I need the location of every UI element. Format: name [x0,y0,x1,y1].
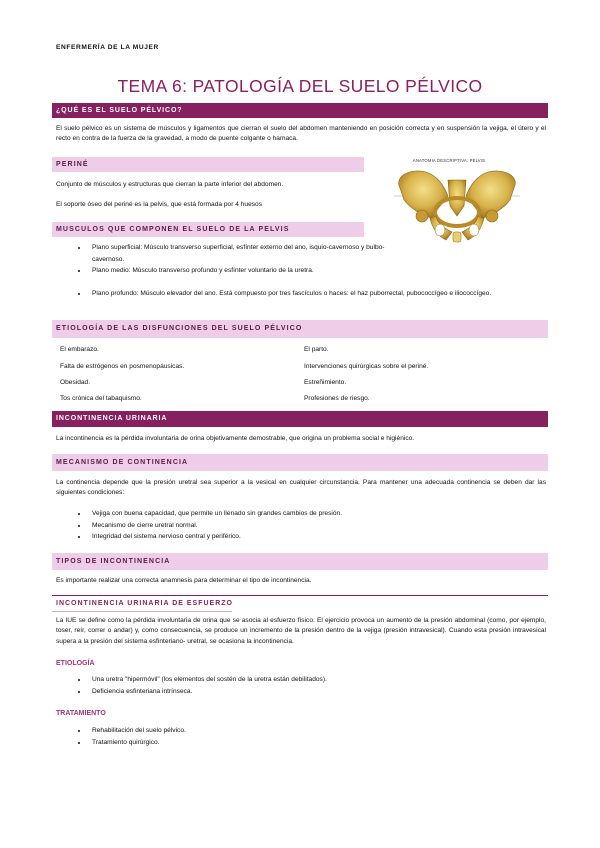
mecanismo-text: La continencia depende que la presión uretral sea superior a la vesical en cualquier circunstancia. Para mantener una adecuada continencia se deben dar las siguientes condiciones: [56,479,546,497]
esfuerzo-text: La IUE se define como la pérdida involuntaria de orina que se asocia al esfuerzo físico. El ejercicio provoca un aumento de la presión abdominal (como, por ejemplo, toser, reír, correr o andar) y, como consecuencia, se produce un incremento de la presión dentro de la vejiga (presión intravesical). Cuando esta presión intravesical supera a la presión del sistema esfinteriano- uretral, se ocasiona la incontinencia. [56,617,546,645]
perine-text-1: Conjunto de músculos y estructuras que cierran la parte inferior del abdomen. [56,181,284,188]
etiologia-right-item: Estreñimiento. [304,379,347,386]
musculos-list [52,242,408,277]
section-heading-musculos: MUSCULOS QUE COMPONEN EL SUELO DE LA PELVIS [52,222,364,237]
list-item: • Plano superficial: Músculo transverso superficial, esfínter externo del ano, isquio-cavernoso y bulbo-cavernoso. [88,242,408,265]
section-heading-mecanismo: MECANISMO DE CONTINENCIA [52,454,548,471]
list-item: • Tratamiento quirúrgico. [88,737,578,749]
list-item: • Rehabilitación del suelo pélvico. [88,725,578,737]
etiologia-right-item: Intervenciones quirúrgicas sobre el periné. [304,363,429,370]
section-heading-etiologia: ETIOLOGÍA DE LAS DISFUNCIONES DEL SUELO PÉLVICO [52,320,548,338]
section-heading-que-es: ¿QUÉ ES EL SUELO PÉLVICO? [52,103,548,118]
divider [52,595,548,596]
pelvis-image-caption: ANATOMIA DESCRIPTIVA: PELVIS [412,158,486,163]
section-heading-esfuerzo: INCONTINENCIA URINARIA DE ESFUERZO [56,600,233,607]
document-header: ENFERMERÍA DE LA MUJER [56,44,159,51]
section-heading-incontinencia: INCONTINENCIA URINARIA [52,411,548,427]
list-item: • Mecanismo de cierre uretral normal. [88,520,578,532]
section-heading-perine: PERINÉ [52,157,364,172]
incontinencia-text: La incontinencia es la pérdida involuntaria de orina objetivamente demostrable, que origina un problema social e higiénico. [56,435,415,442]
list-item: • Plano profundo: Músculo elevador del ano. Está compuesto por tres fascículos o haces: el haz puborrectal, pubococcígeo e iliococcígeo. [88,288,598,300]
perine-text-2: El soporte óseo del periné es la pelvis, que está formada por 4 huesos [56,201,262,208]
etiologia-right-item: El parto. [304,346,329,353]
tratamiento-list [52,725,578,748]
etiologia-left-item: Tos crónica del tabaquismo. [60,395,142,402]
tratamiento-subheading: TRATAMIENTO [56,710,106,717]
que-es-text: El suelo pélvico es un sistema de músculos y ligamentos que cierran el suelo del abdomen manteniendo en posición correcta y en suspensión la vejiga, el útero y el recto en contra de la fuerza de la gravedad, a modo de puente colgante o hamaca. [56,125,546,143]
etiologia-right-item: Profesiones de riesgo. [304,395,370,402]
section-heading-tipos: TIPOS DE INCONTINENCIA [52,553,548,570]
divider [52,611,232,612]
etiologia-subheading: ETIOLOGÍA [56,660,95,667]
list-item: • Deficiencia esfinteriana intrínseca. [88,686,578,698]
list-item: • Vejiga con buena capacidad, que permite un llenado sin grandes cambios de presión. [88,508,578,520]
page-title: TEMA 6: PATOLOGÍA DEL SUELO PÉLVICO [117,76,483,96]
pelvis-illustration [392,166,522,248]
mecanismo-list [52,508,578,543]
tipos-text: Es importante realizar una correcta anamnesis para determinar el tipo de incontinencia. [56,577,312,584]
etiologia-left-item: Obesidad. [60,379,91,386]
list-item: • Integridad del sistema nervioso central y periférico. [88,531,578,543]
etiologia-left-item: El embarazo. [60,346,99,353]
etiologia-left-item: Falta de estrógenos en posmenopáusicas. [60,363,185,370]
musculos-list-wide [52,288,598,300]
list-item: • Una uretra "hipermóvil" (los elementos del sostén de la uretra están debilitados). [88,674,578,686]
list-item: • Plano medio: Músculo transverso profundo y esfínter voluntario de la uretra. [88,265,408,277]
esfuerzo-etiologia-list [52,674,578,697]
